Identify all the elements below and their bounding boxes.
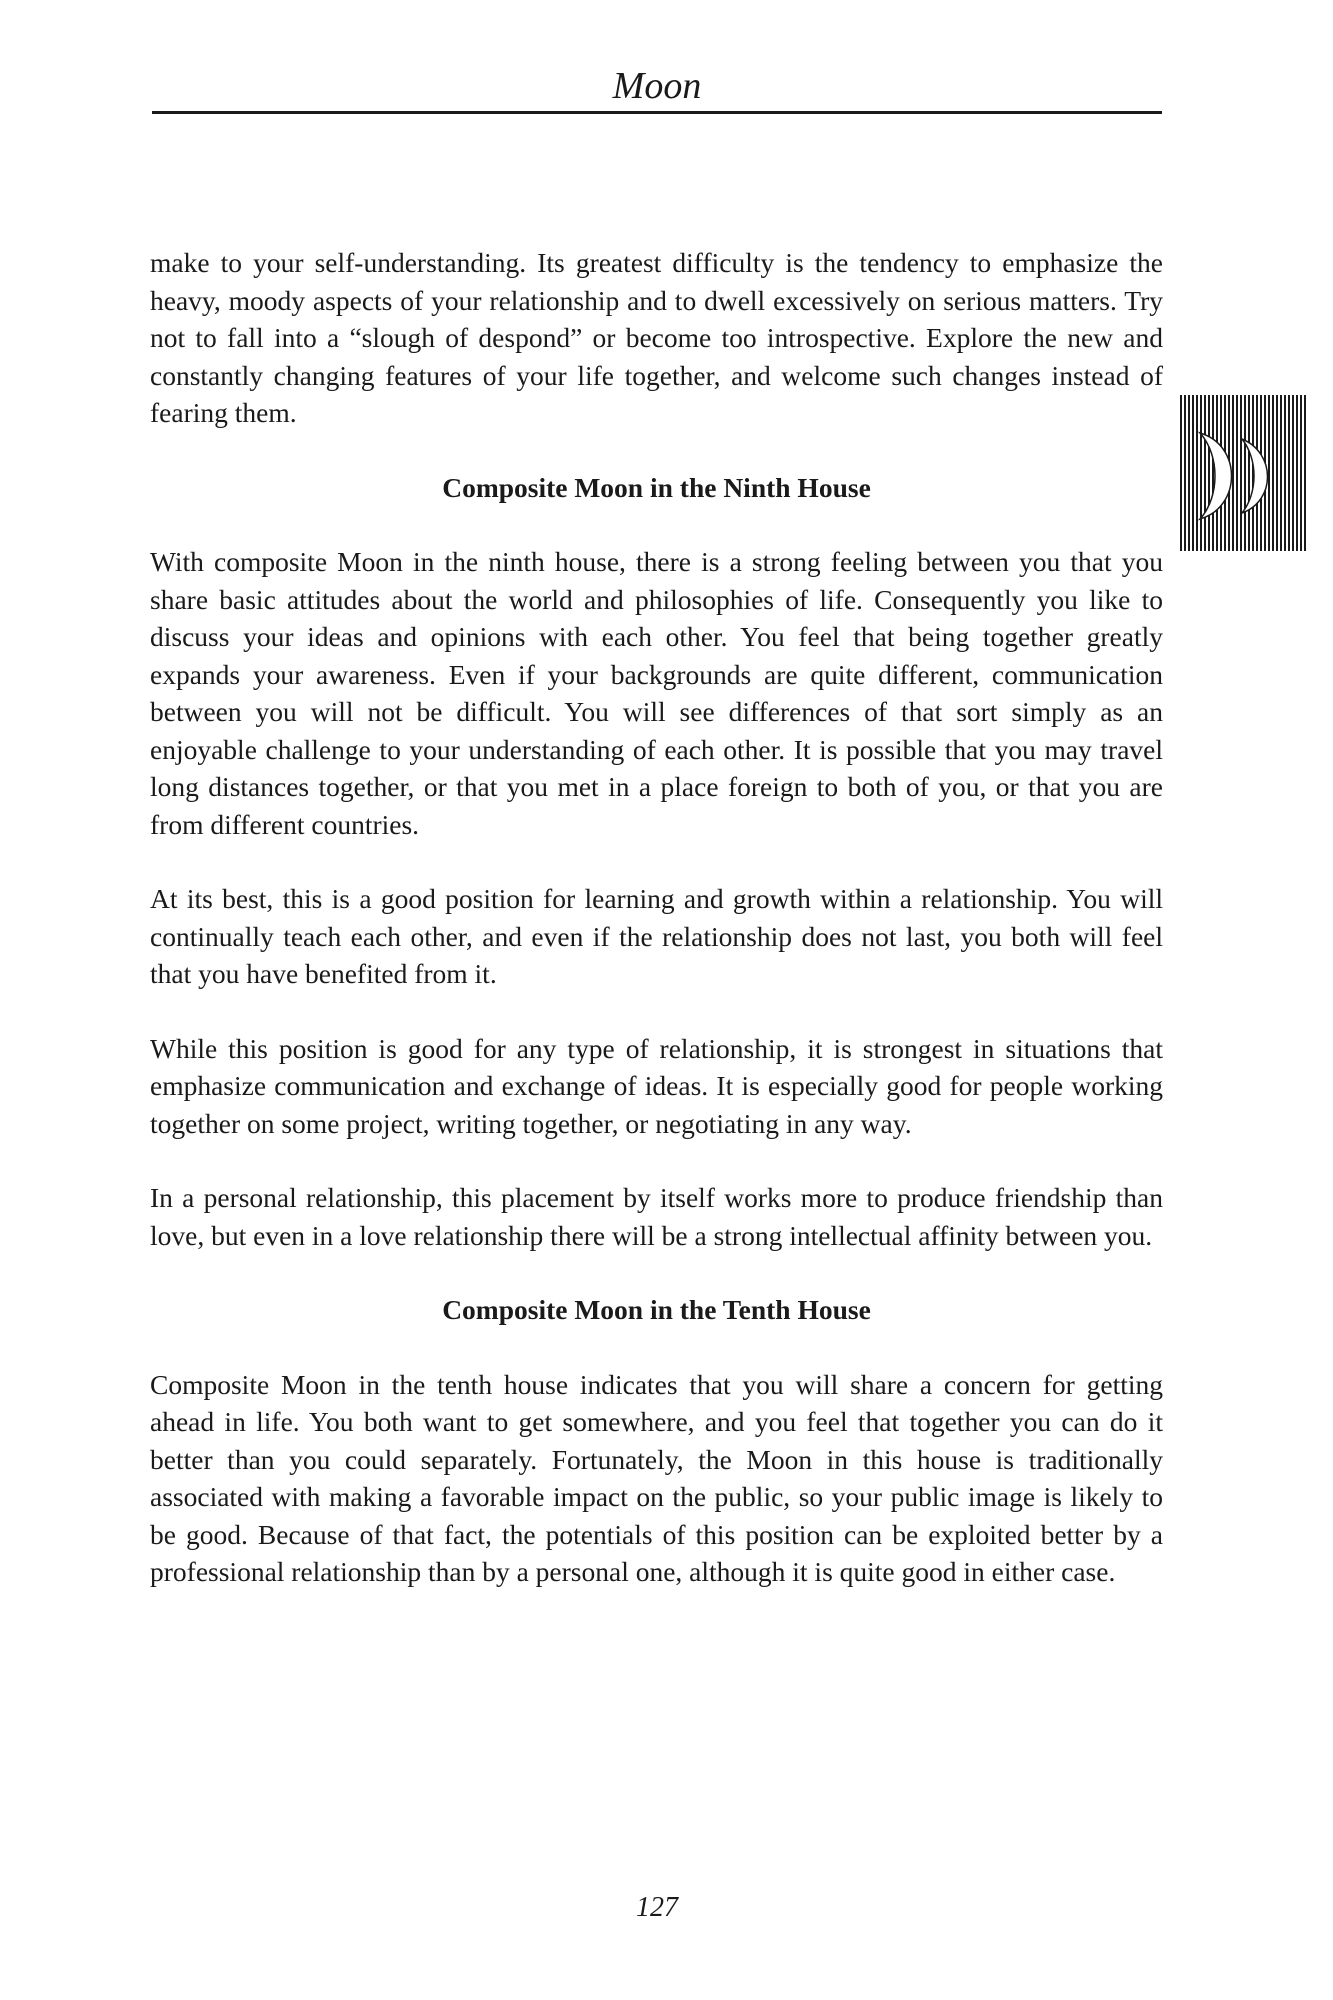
paragraph: Composite Moon in the tenth house indicates that you will share a concern for getting ahead in life. You both want to get somewhere, and you feel that together you can do it better than you could separately. Fortunately, the Moon in this house is traditionally associated with making a favorable impact on the public, so your public image is likely to be good. Because of that fact, the potentials of this position can be exploited better by a professional relationship than by a personal one, although it is quite good in either case.	[150, 1368, 1163, 1587]
intro-paragraph: make to your self-understanding. Its greatest difficulty is the tendency to emphasize the heavy, moody aspects of your relationship and to dwell excessively on serious matters. Try not to fall into a “slough of despond” or become too introspective. Explore the new and constantly changing features of your life together, and welcome such changes instead of fearing them.	[150, 247, 1163, 428]
running-title: Moon	[612, 65, 702, 107]
crescent-moon-icon	[1180, 395, 1308, 551]
paragraph: With composite Moon in the ninth house, there is a strong feeling between you that you share basic attitudes about the world and philosophies of life. Consequently you like to discuss your ideas and opinions with each other. You feel that being together greatly expands your awareness. Even if your backgrounds are quite different, communication between you will not be difficult. You will see differences of that sort simply as an enjoyable challenge to your understanding of each other. It is possible that you may travel long distances together, or that you met in a place foreign to both of you, or that you are from different countries.	[150, 546, 1163, 840]
section-heading-tenth-house: Composite Moon in the Tenth House	[442, 1294, 871, 1325]
page-number: 127	[636, 1892, 678, 1923]
paragraph: At its best, this is a good position for learning and growth within a relationship. You will continually teach each other, and even if the relationship does not last, you both will feel that you have benefited from it.	[150, 883, 1163, 989]
section-heading-ninth-house: Composite Moon in the Ninth House	[442, 471, 871, 503]
header-rule	[152, 111, 1162, 114]
paragraph: While this position is good for any type of relationship, it is strongest in situations that emphasize communication and exchange of ideas. It is especially good for people working together on some project, writing together, or negotiating in any way.	[150, 1032, 1163, 1139]
paragraph: In a personal relationship, this placement by itself works more to produce friendship than love, but even in a love relationship there will be a strong intellectual affinity between you.	[150, 1182, 1163, 1251]
body-text	[150, 244, 1163, 1628]
